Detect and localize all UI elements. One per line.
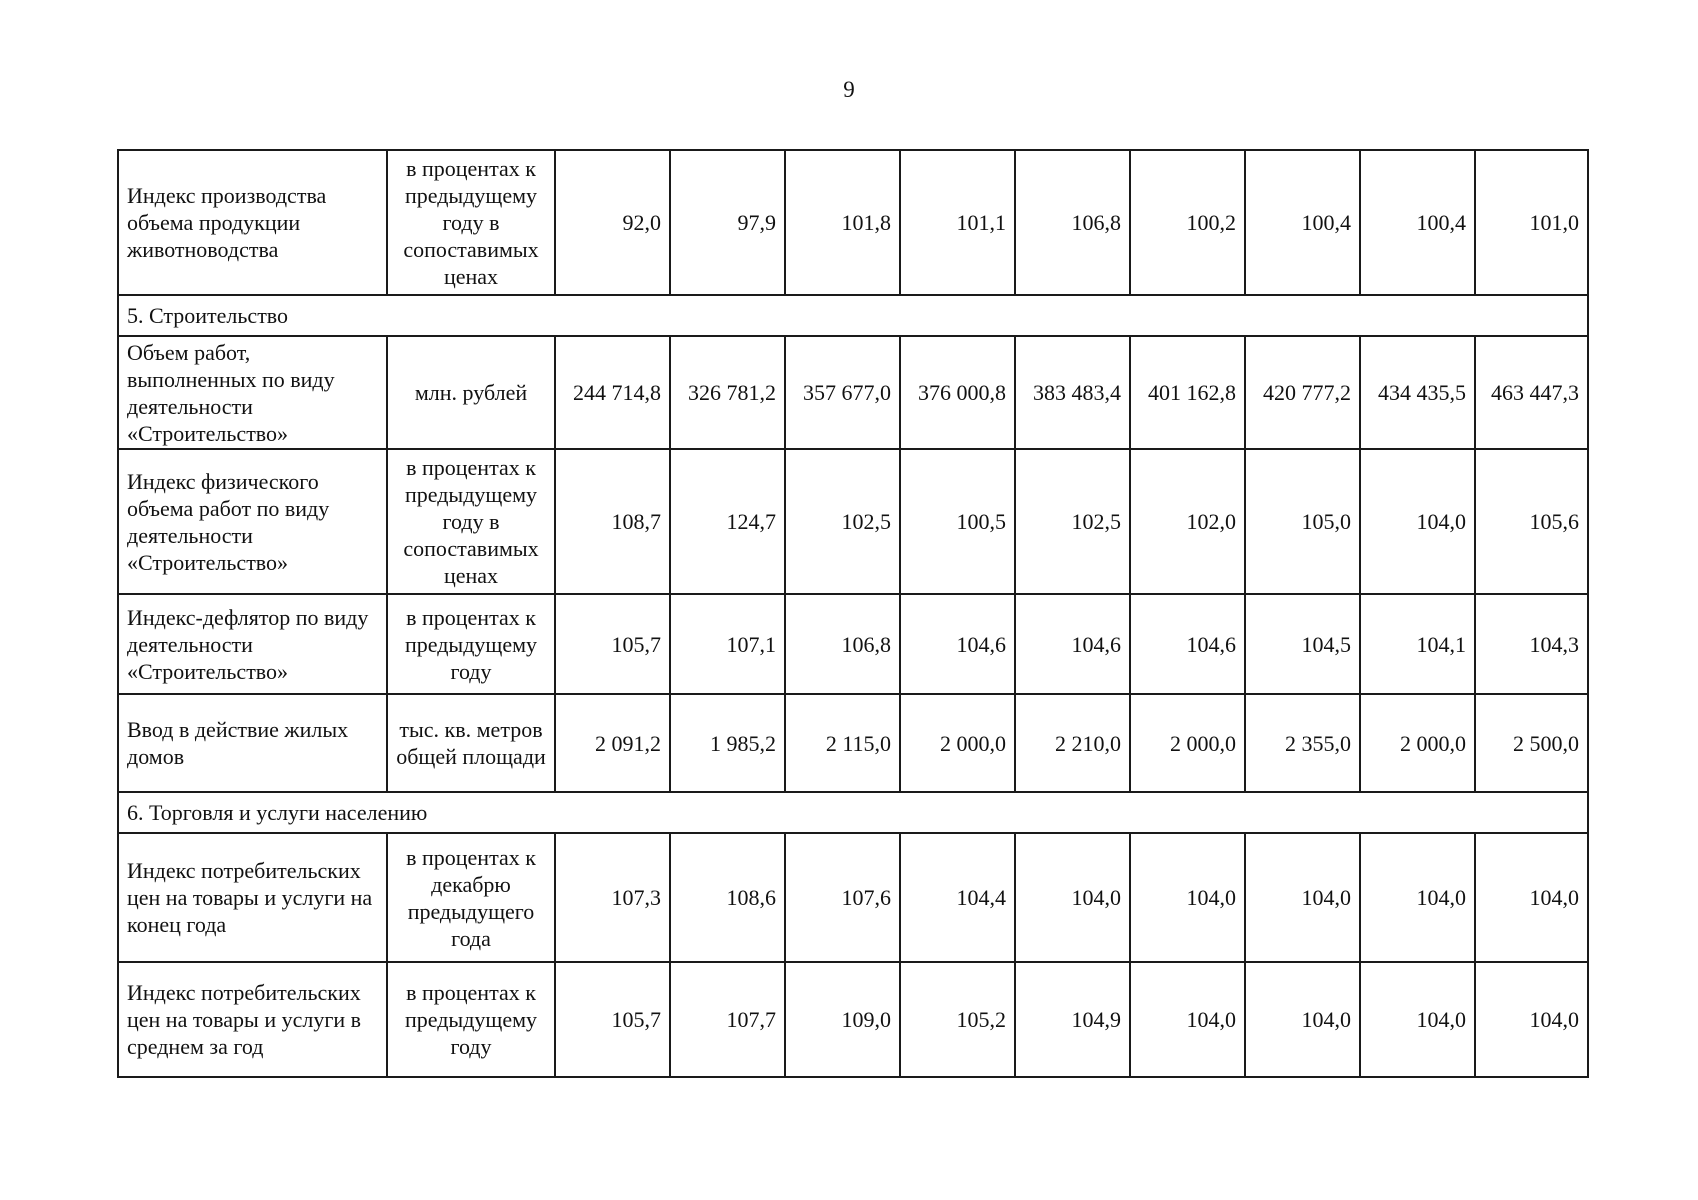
- section-row: [118, 295, 1588, 336]
- indicators-table: [117, 149, 1589, 1078]
- indicator-unit: в процентах к предыдущему году в сопоставимых ценах: [387, 449, 555, 594]
- value-cell: 100,2: [1130, 150, 1245, 295]
- table-row: [118, 594, 1588, 694]
- value-cell: 107,1: [670, 594, 785, 694]
- value-cell: 109,0: [785, 962, 900, 1077]
- indicator-unit: тыс. кв. метров общей площади: [387, 694, 555, 792]
- value-cell: 420 777,2: [1245, 336, 1360, 449]
- value-cell: 100,4: [1360, 150, 1475, 295]
- value-cell: 105,7: [555, 594, 670, 694]
- value-cell: 100,5: [900, 449, 1015, 594]
- value-cell: 101,8: [785, 150, 900, 295]
- table-row: [118, 694, 1588, 792]
- table-body: [118, 150, 1588, 1077]
- value-cell: 104,0: [1360, 833, 1475, 962]
- value-cell: 108,7: [555, 449, 670, 594]
- value-cell: 106,8: [1015, 150, 1130, 295]
- section-title: 5. Строительство: [118, 295, 1588, 336]
- value-cell: 2 210,0: [1015, 694, 1130, 792]
- value-cell: 401 162,8: [1130, 336, 1245, 449]
- indicator-name: Объем работ, выполненных по виду деятельности «Строительство»: [118, 336, 387, 449]
- indicator-unit: в процентах к декабрю предыдущего года: [387, 833, 555, 962]
- value-cell: 104,3: [1475, 594, 1588, 694]
- value-cell: 105,2: [900, 962, 1015, 1077]
- value-cell: 2 000,0: [1360, 694, 1475, 792]
- indicator-name: Индекс потребительских цен на товары и услуги в среднем за год: [118, 962, 387, 1077]
- value-cell: 104,1: [1360, 594, 1475, 694]
- value-cell: 104,0: [1360, 449, 1475, 594]
- indicator-name: Ввод в действие жилых домов: [118, 694, 387, 792]
- value-cell: 383 483,4: [1015, 336, 1130, 449]
- value-cell: 92,0: [555, 150, 670, 295]
- value-cell: 102,0: [1130, 449, 1245, 594]
- value-cell: 104,6: [1130, 594, 1245, 694]
- indicator-name: Индекс потребительских цен на товары и услуги на конец года: [118, 833, 387, 962]
- value-cell: 105,0: [1245, 449, 1360, 594]
- value-cell: 2 000,0: [1130, 694, 1245, 792]
- value-cell: 104,0: [1475, 962, 1588, 1077]
- indicator-name: Индекс-дефлятор по виду деятельности «Строительство»: [118, 594, 387, 694]
- indicator-name: Индекс физического объема работ по виду деятельности «Строительство»: [118, 449, 387, 594]
- value-cell: 1 985,2: [670, 694, 785, 792]
- indicator-unit: млн. рублей: [387, 336, 555, 449]
- value-cell: 101,1: [900, 150, 1015, 295]
- value-cell: 101,0: [1475, 150, 1588, 295]
- value-cell: 2 000,0: [900, 694, 1015, 792]
- value-cell: 244 714,8: [555, 336, 670, 449]
- value-cell: 326 781,2: [670, 336, 785, 449]
- value-cell: 124,7: [670, 449, 785, 594]
- value-cell: 104,5: [1245, 594, 1360, 694]
- section-title: 6. Торговля и услуги населению: [118, 792, 1588, 833]
- value-cell: 107,7: [670, 962, 785, 1077]
- indicator-name: Индекс производства объема продукции животноводства: [118, 150, 387, 295]
- value-cell: 102,5: [1015, 449, 1130, 594]
- value-cell: 108,6: [670, 833, 785, 962]
- table-row: [118, 336, 1588, 449]
- table-row: [118, 150, 1588, 295]
- indicator-unit: в процентах к предыдущему году в сопоставимых ценах: [387, 150, 555, 295]
- section-row: [118, 792, 1588, 833]
- value-cell: 463 447,3: [1475, 336, 1588, 449]
- value-cell: 104,0: [1245, 833, 1360, 962]
- value-cell: 104,0: [1130, 833, 1245, 962]
- indicator-unit: в процентах к предыдущему году: [387, 962, 555, 1077]
- value-cell: 104,9: [1015, 962, 1130, 1077]
- table-row: [118, 449, 1588, 594]
- value-cell: 104,0: [1015, 833, 1130, 962]
- value-cell: 107,3: [555, 833, 670, 962]
- value-cell: 2 115,0: [785, 694, 900, 792]
- value-cell: 102,5: [785, 449, 900, 594]
- value-cell: 357 677,0: [785, 336, 900, 449]
- value-cell: 2 500,0: [1475, 694, 1588, 792]
- value-cell: 105,7: [555, 962, 670, 1077]
- page-number: 9: [843, 77, 855, 102]
- value-cell: 434 435,5: [1360, 336, 1475, 449]
- value-cell: 97,9: [670, 150, 785, 295]
- table-row: [118, 962, 1588, 1077]
- value-cell: 2 091,2: [555, 694, 670, 792]
- value-cell: 2 355,0: [1245, 694, 1360, 792]
- value-cell: 104,6: [900, 594, 1015, 694]
- table-row: [118, 833, 1588, 962]
- indicator-unit: в процентах к предыдущему году: [387, 594, 555, 694]
- value-cell: 105,6: [1475, 449, 1588, 594]
- value-cell: 104,0: [1245, 962, 1360, 1077]
- value-cell: 104,4: [900, 833, 1015, 962]
- value-cell: 100,4: [1245, 150, 1360, 295]
- value-cell: 104,0: [1360, 962, 1475, 1077]
- value-cell: 106,8: [785, 594, 900, 694]
- value-cell: 104,0: [1130, 962, 1245, 1077]
- value-cell: 104,0: [1475, 833, 1588, 962]
- value-cell: 104,6: [1015, 594, 1130, 694]
- value-cell: 107,6: [785, 833, 900, 962]
- value-cell: 376 000,8: [900, 336, 1015, 449]
